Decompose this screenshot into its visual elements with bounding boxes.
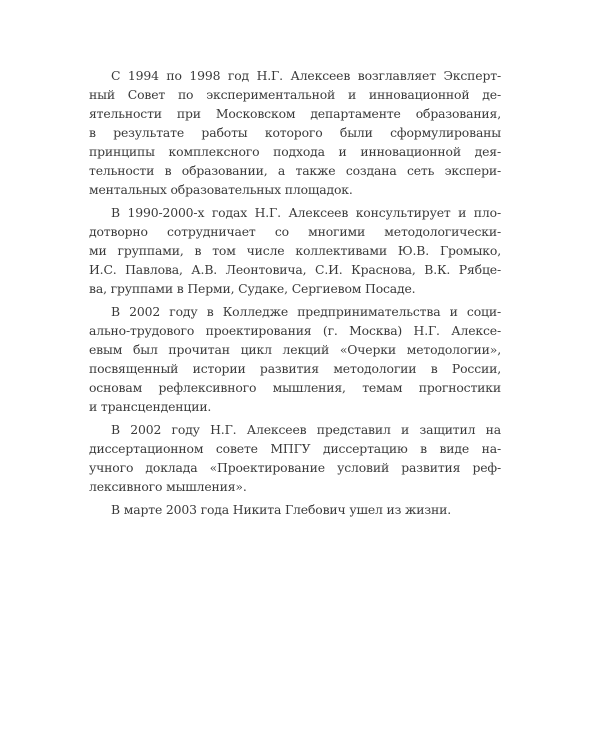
body-text (89, 66, 501, 519)
text-line: ва, группами в Перми, Судаке, Сергиевом Посаде. (89, 281, 416, 296)
paragraph-3 (89, 302, 501, 416)
text-line: С 1994 по 1998 год Н.Г. Алексеев возглавляет Эксперт- (111, 68, 501, 83)
paragraph-1 (89, 66, 501, 199)
paragraph-5 (89, 500, 501, 519)
paragraph-4 (89, 420, 501, 496)
text-line: дотворно сотрудничает со многими методологически- (89, 224, 501, 239)
text-line: В 1990-2000-х годах Н.Г. Алексеев консультирует и пло- (111, 205, 501, 220)
text-line: тельности в образовании, а также создана сеть экспери- (89, 163, 501, 178)
text-line: учного доклада «Проектирование условий развития реф- (89, 460, 501, 475)
text-line: ный Совет по экспериментальной и инновационной де- (89, 87, 501, 102)
text-line: в результате работы которого были сформулированы (89, 125, 501, 140)
text-line: принципы комплексного подхода и инновационной дея- (89, 144, 501, 159)
text-line: лексивного мышления». (89, 479, 247, 494)
paragraph-2 (89, 203, 501, 298)
text-line: посвященный истории развития методологии в России, (89, 361, 501, 376)
text-line: и трансценденции. (89, 399, 212, 414)
text-line: ально-трудового проектирования (г. Москва) Н.Г. Алексе- (89, 323, 501, 338)
text-line: ми группами, в том числе коллективами Ю.В. Громыко, (89, 243, 501, 258)
text-line: И.С. Павлова, А.В. Леонтовича, С.И. Краснова, В.К. Рябце- (89, 262, 501, 277)
text-line: В 2002 году в Колледже предпринимательства и соци- (111, 304, 501, 319)
text-line: основам рефлексивного мышления, темам прогностики (89, 380, 501, 395)
text-line: диссертационном совете МПГУ диссертацию в виде на- (89, 441, 501, 456)
text-line: евым был прочитан цикл лекций «Очерки методологии», (89, 342, 501, 357)
text-line: В 2002 году Н.Г. Алексеев представил и защитил на (111, 422, 501, 437)
text-line: ятельности при Московском департаменте образования, (89, 106, 501, 121)
text-line: ментальных образовательных площадок. (89, 182, 353, 197)
text-line: В марте 2003 года Никита Глебович ушел из жизни. (111, 502, 452, 517)
